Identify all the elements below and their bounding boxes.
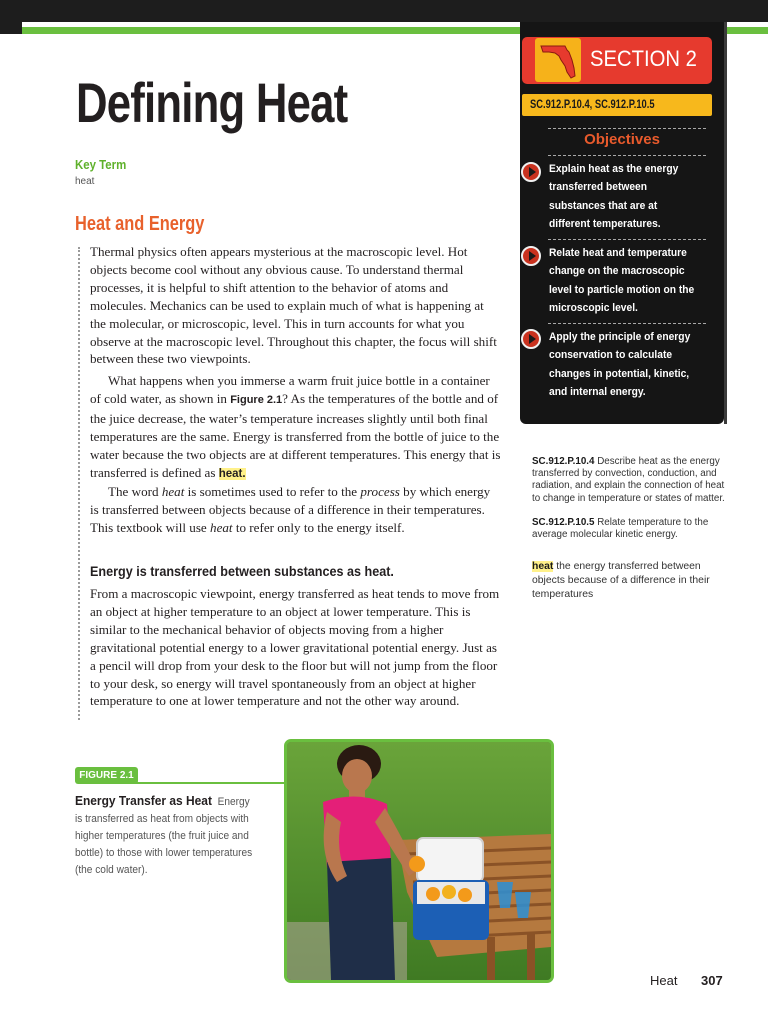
key-term-heat-highlight: heat. — [218, 467, 246, 480]
paragraph-3-c: by which energy is transferred between objects because of a difference in their temperatures. This textbook will use — [90, 484, 491, 535]
paragraph-3-process-italic: process — [360, 484, 400, 499]
figure-reference-link[interactable]: Figure 2.1 — [230, 393, 283, 406]
paragraph-3 — [90, 483, 502, 537]
glossary-term: heat — [532, 561, 554, 572]
section-label: SECTION 2 — [590, 46, 697, 71]
standard-note-2 — [532, 517, 727, 541]
paragraph-3-b: is sometimes used to refer to the — [184, 484, 361, 499]
top-bar — [0, 0, 768, 22]
paragraph-3-a: The word — [108, 484, 162, 499]
paragraph-3-d: to refer only to the energy itself. — [232, 519, 405, 535]
margin-dotted-rule — [78, 247, 80, 720]
figure-caption-text: Energy is transferred as heat from objects with higher temperatures (the fruit juice and bottle) to those with lower temperatures (the cold water). — [75, 796, 253, 876]
paragraph-4 — [90, 585, 502, 710]
paragraph-2-before: What happens when you immerse a warm fruit juice bottle in a container of cold water, as shown in — [90, 373, 490, 406]
footer-page-number: 307 — [701, 973, 723, 988]
subheading: Energy is transferred between substances as heat. — [90, 563, 394, 579]
objectives-divider — [548, 323, 706, 324]
objectives-title: Objectives — [584, 131, 660, 148]
figure-photo — [284, 739, 554, 983]
standard-note-1-code: SC.912.P.10.4 — [532, 456, 595, 467]
paragraph-3-heat-italic-2: heat — [210, 519, 233, 535]
key-term-label: Key Term — [75, 157, 127, 172]
standard-note-1-text: Describe heat as the energy transferred by convection, conduction, and radiation, and explain the connection of heat to change in temperature or states of matter. — [532, 456, 725, 504]
paragraph-1-text: Thermal physics often appears mysterious at the macroscopic level. Hot objects become cool without any obvious cause. To understand thermal processes, it is helpful to shift attention to the behavior of atoms and molecules. Mechanics can be used to explain much of what is happening at the molecular, or microscopic, level. This in turn accounts for what you observe at the macroscopic level. Throughout this chapter, the focus will shift between these two viewpoints. — [90, 244, 497, 367]
figure-caption — [75, 792, 259, 879]
top-bar-corner — [0, 0, 22, 34]
objectives-divider — [548, 239, 706, 240]
footer-chapter-name: Heat — [650, 973, 678, 988]
glossary-definition: the energy transferred between objects because of a difference in their temperatures — [532, 561, 710, 600]
paragraph-1 — [90, 243, 502, 368]
paragraph-2 — [90, 372, 502, 483]
key-term-value: heat — [75, 176, 95, 187]
objective-bullet-icon — [521, 162, 541, 182]
objective-item-2: Relate heat and temperature change on the macroscopic level to particle motion on the microscopic level. — [549, 247, 695, 315]
section-heading: Heat and Energy — [75, 213, 205, 235]
paragraph-4-text: From a macroscopic viewpoint, energy transferred as heat tends to move from an object at higher temperature to an object at lower temperature. This is similar to the mechanical behavior of objects moving from a higher gravitational potential energy to a lower gravitational potential energy. Just as a pencil will drop from your desk to the floor but will not jump from the floor to your desk, so energy will travel spontaneously from an object at higher temperature to one at lower temperature and not the other way around. — [90, 586, 500, 709]
paragraph-3-heat-italic: heat — [161, 484, 185, 499]
figure-accent-line — [120, 782, 285, 784]
standards-codes: SC.912.P.10.4, SC.912.P.10.5 — [530, 97, 655, 111]
paragraph-2-text — [90, 372, 502, 483]
figure-caption-title: Energy Transfer as Heat — [75, 793, 212, 808]
florida-icon — [535, 38, 581, 82]
objective-item-1: Explain heat as the energy transferred between substances that are at different temperatures. — [549, 163, 679, 231]
standard-note-1 — [532, 456, 727, 505]
glossary-entry — [532, 560, 727, 602]
paragraph-2-middle: ? As the temperatures of the bottle and of the juice decrease, the water’s temperature increases slightly until both final temperatures are the same. Energy is transferred from the bottle of juice to the water because the two objects are at different temperatures. This energy that is transferred is defined as — [90, 390, 501, 480]
page-title: Defining Heat — [76, 71, 348, 134]
objective-item-3: Apply the principle of energy conservation to calculate changes in potential, kinetic, and internal energy. — [549, 331, 691, 399]
standard-note-2-text: Relate temperature to the average molecular kinetic energy. — [532, 517, 709, 541]
objective-bullet-icon — [521, 329, 541, 349]
objectives-divider-top — [548, 128, 706, 129]
standard-note-2-code: SC.912.P.10.5 — [532, 517, 595, 528]
figure-badge: FIGURE 2.1 — [75, 767, 138, 784]
objective-bullet-icon — [521, 246, 541, 266]
objectives-divider — [548, 155, 706, 156]
paragraph-3-text — [90, 483, 502, 537]
